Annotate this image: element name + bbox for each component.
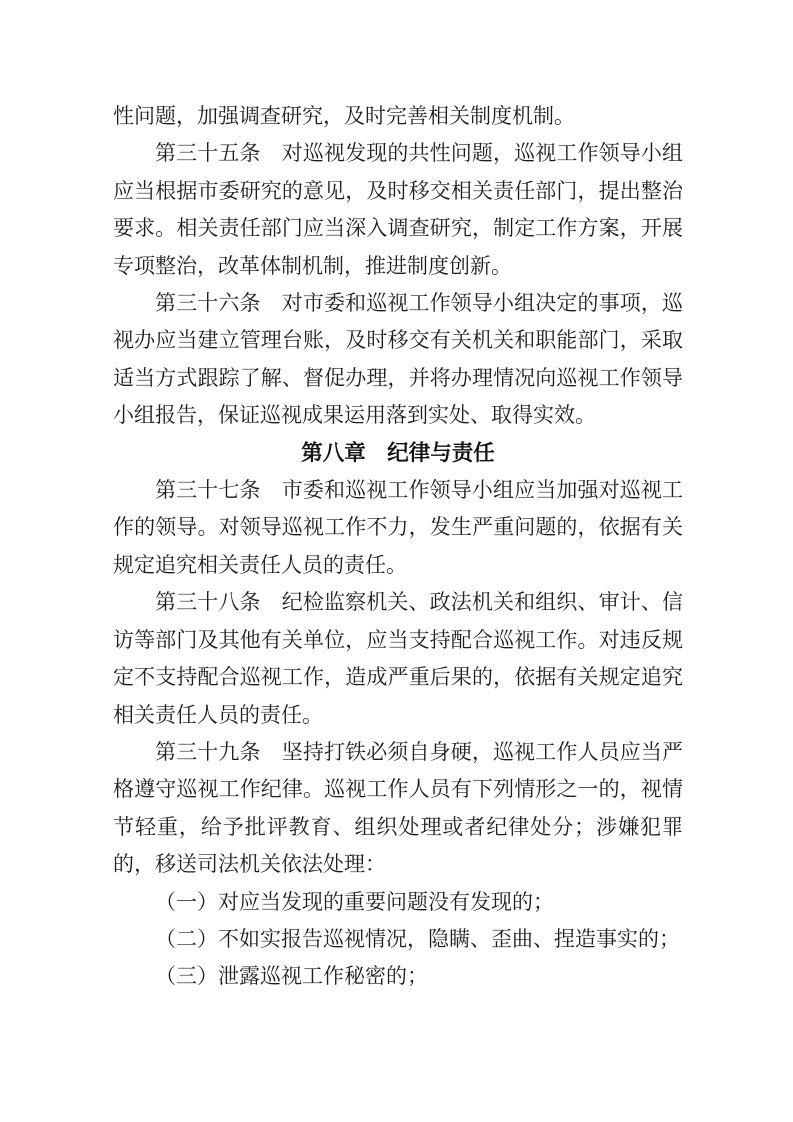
text-article-34-continuation: 性问题，加强调查研究，及时完善相关制度机制。 [113,104,575,128]
paragraph-article-36: 第三十六条 对市委和巡视工作领导小组决定的事项，巡视办应当建立管理台账，及时移交有关机关和职能部门，采取适当方式跟踪了解、督促办理，并将办理情况向巡视工作领导小组报告，保证巡视成果运用落到实处、取得实效。 [113,291,683,428]
document-content [113,98,683,996]
paragraph-article-39: 第三十九条 坚持打铁必须自身硬，巡视工作人员应当严格遵守巡视工作纪律。巡视工作人员有下列情形之一的，视情节轻重，给予批评教育、组织处理或者纪律处分；涉嫌犯罪的，移送司法机关依法处理： [113,739,683,877]
paragraph-article-37: 第三十七条 市委和巡视工作领导小组应当加强对巡视工作的领导。对领导巡视工作不力，发生严重问题的，依据有关规定追究相关责任人员的责任。 [113,478,683,577]
clause-item-3: （三）泄露巡视工作秘密的； [155,964,428,989]
paragraph-article-38: 第三十八条 纪检监察机关、政法机关和组织、审计、信访等部门及其他有关单位，应当支持配合巡视工作。对违反规定不支持配合巡视工作，造成严重后果的，依据有关规定追究相关责任人员的责任。 [113,590,683,727]
paragraph-article-35: 第三十五条 对巡视发现的共性问题，巡视工作领导小组应当根据市委研究的意见，及时移交相关责任部门，提出整治要求。相关责任部门应当深入调查研究，制定工作方案，开展专项整治，改革体制机制，推进制度创新。 [113,141,683,278]
chapter-8-heading: 第八章 纪律与责任 [301,440,495,465]
clause-item-1: （一）对应当发现的重要问题没有发现的； [155,889,554,914]
clause-item-2: （二）不如实报告巡视情况，隐瞒、歪曲、捏造事实的； [155,926,680,951]
